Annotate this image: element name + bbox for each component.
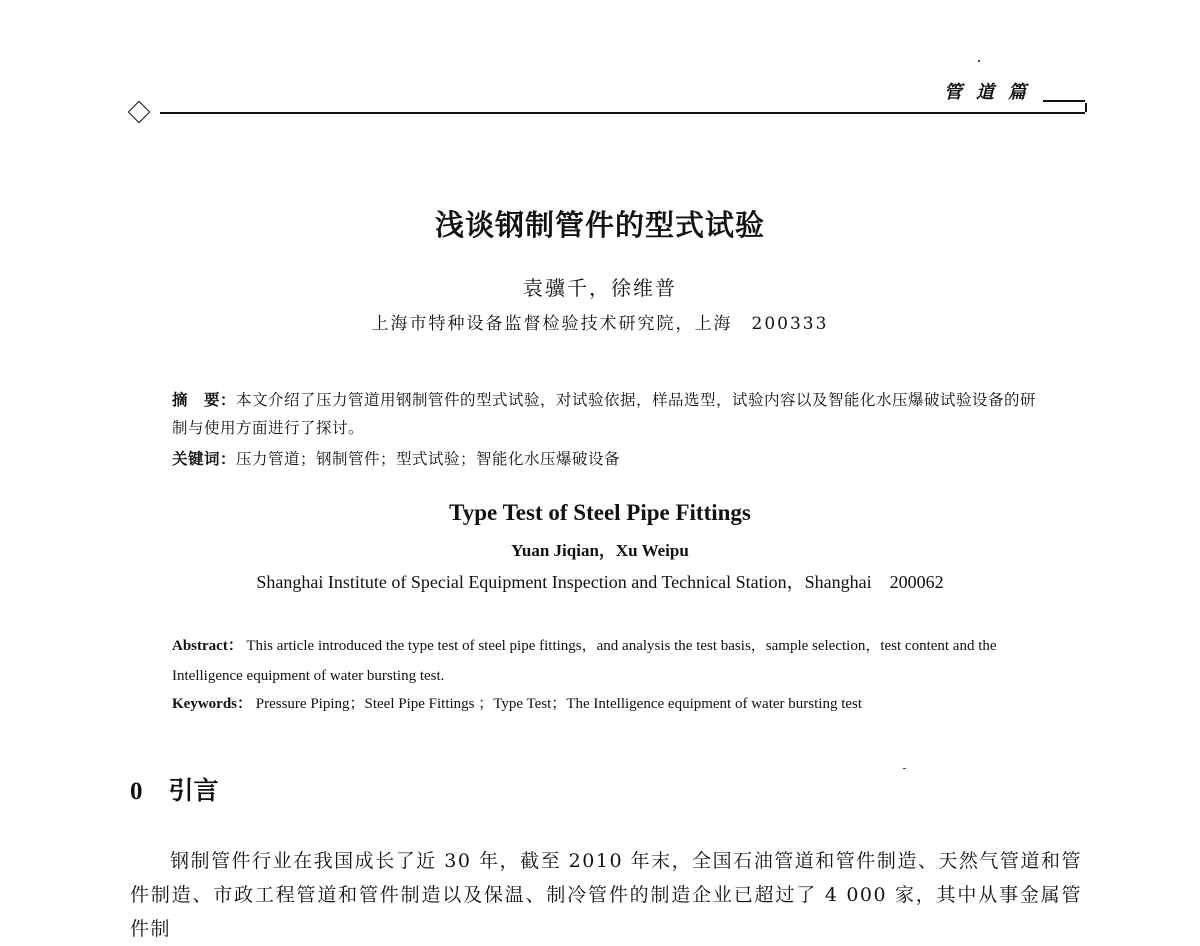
keywords-en: [172, 692, 862, 713]
keywords-cn-label: 关键词：: [172, 450, 237, 468]
running-head: 管道篇: [944, 82, 1040, 103]
keywords-cn: [172, 447, 620, 469]
abstract-cn: [172, 386, 1052, 442]
header-rule: [160, 112, 1085, 114]
diamond-ornament-icon: [128, 101, 151, 124]
abstract-en-text: This article introduced the type test of steel pipe fittings，and analysis the test basis，sample selection，test content and the Intelligence equipment of water bursting test.: [172, 638, 997, 684]
abstract-cn-label: 摘 要：: [172, 391, 237, 409]
header-bracket: [1043, 103, 1087, 112]
abstract-en: [172, 631, 1052, 691]
authors-en: Yuan Jiqian，Xu Weipu: [511, 541, 689, 560]
keywords-cn-text: 压力管道；钢制管件；型式试验；智能化水压爆破设备: [236, 450, 621, 468]
affiliation-en: Shanghai Institute of Special Equipment Inspection and Technical Station，Shanghai 200062: [256, 572, 944, 592]
paper-title-cn: 浅谈钢制管件的型式试验: [434, 208, 765, 242]
section-number: 0: [130, 778, 143, 805]
paper-title-en: Type Test of Steel Pipe Fittings: [449, 500, 751, 525]
abstract-cn-text: 本文介绍了压力管道用钢制管件的型式试验，对试验依据，样品选型，试验内容以及智能化水压爆破试验设备的研制与使用方面进行了探讨。: [172, 391, 1037, 437]
scan-speck: [903, 768, 906, 769]
keywords-en-label: Keywords：: [172, 696, 252, 712]
authors-cn: 袁骥千，徐维普: [523, 276, 677, 300]
body-paragraph: 钢制管件行业在我国成长了近 30 年，截至 2010 年末，全国石油管道和管件制造、天然气管道和管件制造、市政工程管道和管件制造以及保温、制冷管件的制造企业已超过了 4 000 家，其中从事金属管件制: [130, 850, 1082, 940]
scan-speck: [978, 60, 980, 62]
keywords-en-text: Pressure Piping；Steel Pipe Fittings ；Type Test；The Intelligence equipment of water bursting test: [255, 696, 863, 712]
abstract-en-label: Abstract：: [172, 638, 243, 654]
section-title: 引言: [168, 776, 219, 805]
header-bracket-top: [1043, 100, 1085, 102]
section-heading: [130, 771, 219, 807]
affiliation-cn: 上海市特种设备监督检验技术研究院，上海 200333: [371, 314, 829, 334]
